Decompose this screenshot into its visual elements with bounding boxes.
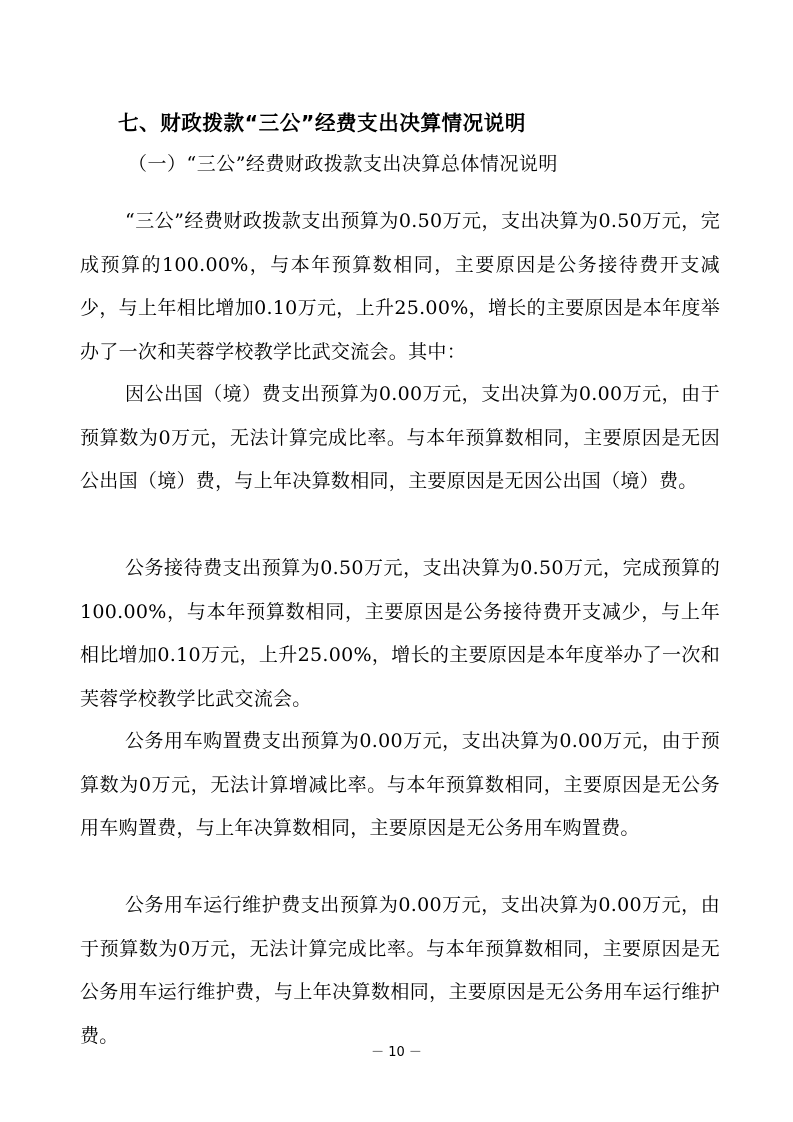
paragraph-vehicle-operation: 公务用车运行维护费支出预算为0.00万元，支出决算为0.00万元，由于预算数为0万元，无法计算完成比率。与本年预算数相同，主要原因是无公务用车运行维护费，与上年决算数相同，主要原因是无公务用车运行维护费。 (80, 894, 720, 1047)
subsection-heading: （一）“三公”经费财政拨款支出决算总体情况说明 (128, 153, 558, 175)
paragraph-vehicle-purchase: 公务用车购置费支出预算为0.00万元，支出决算为0.00万元，由于预算数为0万元，无法计算增减比率。与本年预算数相同，主要原因是无公务用车购置费，与上年决算数相同，主要原因是无公务用车购置费。 (80, 730, 720, 839)
paragraph-reception: 公务接待费支出预算为0.50万元，支出决算为0.50万元，完成预算的100.00%，与本年预算数相同，主要原因是公务接待费开支减少，与上年相比增加0.10万元，上升25.00%，增长的主要原因是本年度举办了一次和芙蓉学校教学比武交流会。 (80, 557, 720, 710)
paragraph-overview: “三公”经费财政拨款支出预算为0.50万元，支出决算为0.50万元，完成预算的100.00%，与本年预算数相同，主要原因是公务接待费开支减少，与上年相比增加0.10万元，上升25.00%，增长的主要原因是本年度举办了一次和芙蓉学校教学比武交流会。其中： (80, 210, 720, 363)
paragraph-overseas-travel: 因公出国（境）费支出预算为0.00万元，支出决算为0.00万元，由于预算数为0万元，无法计算完成比率。与本年预算数相同，主要原因是无因公出国（境）费，与上年决算数相同，主要原因是无因公出国（境）费。 (80, 383, 720, 492)
page-number: － 10 － (371, 1045, 422, 1060)
section-heading: 七、财政拨款“三公”经费支出决算情况说明 (118, 111, 526, 135)
